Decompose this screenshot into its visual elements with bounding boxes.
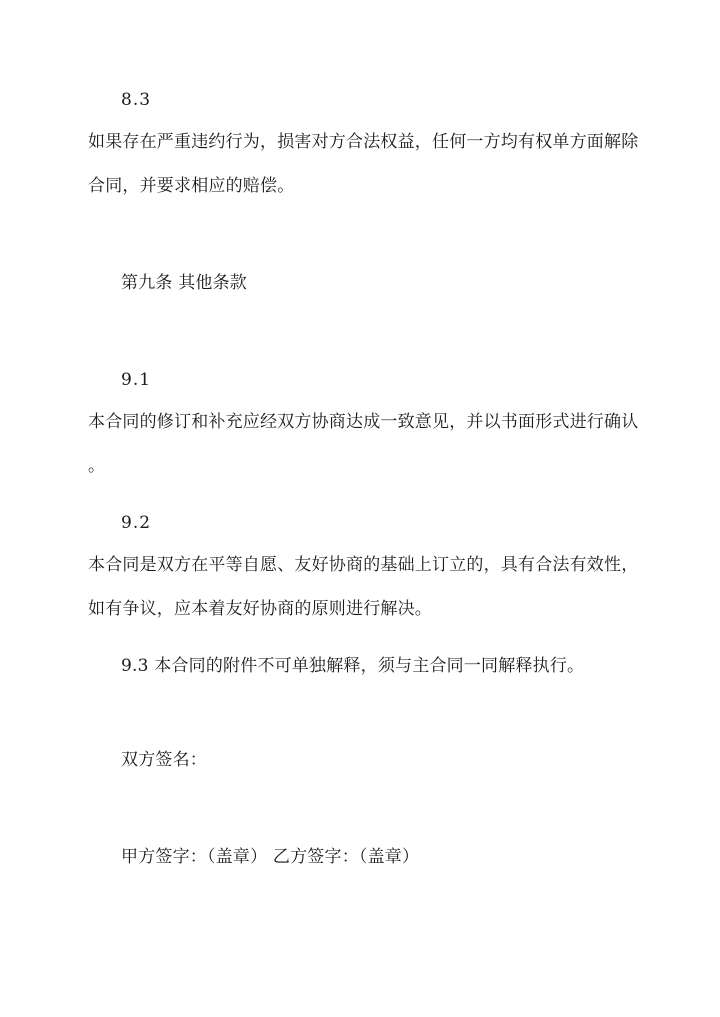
signatures-heading: 双方签名： xyxy=(121,750,207,770)
clause-9-1-text-line-1: 本合同的修订和补充应经双方协商达成一致意见，并以书面形式进行确认 xyxy=(88,412,639,432)
signatures-line: 甲方签字：（盖章） 乙方签字：（盖章） xyxy=(121,847,420,867)
clause-9-2-number: 9.2 xyxy=(121,513,152,533)
clause-8-3-text-line-1: 如果存在严重违约行为，损害对方合法权益，任何一方均有权单方面解除 xyxy=(88,132,639,152)
clause-9-2-text-line-2: 如有争议，应本着友好协商的原则进行解决。 xyxy=(88,599,432,619)
clause-8-3-number: 8.3 xyxy=(121,90,152,110)
article-9-heading: 第九条 其他条款 xyxy=(121,273,248,293)
clause-9-1-number: 9.1 xyxy=(121,370,152,390)
clause-8-3-text-line-2: 合同，并要求相应的赔偿。 xyxy=(88,176,295,196)
clause-9-2-text-line-1: 本合同是双方在平等自愿、友好协商的基础上订立的，具有合法有效性， xyxy=(88,555,639,575)
clause-9-3-text: 9.3 本合同的附件不可单独解释，须与主合同一同解释执行。 xyxy=(121,656,585,676)
clause-9-1-text-line-2: 。 xyxy=(88,456,106,476)
